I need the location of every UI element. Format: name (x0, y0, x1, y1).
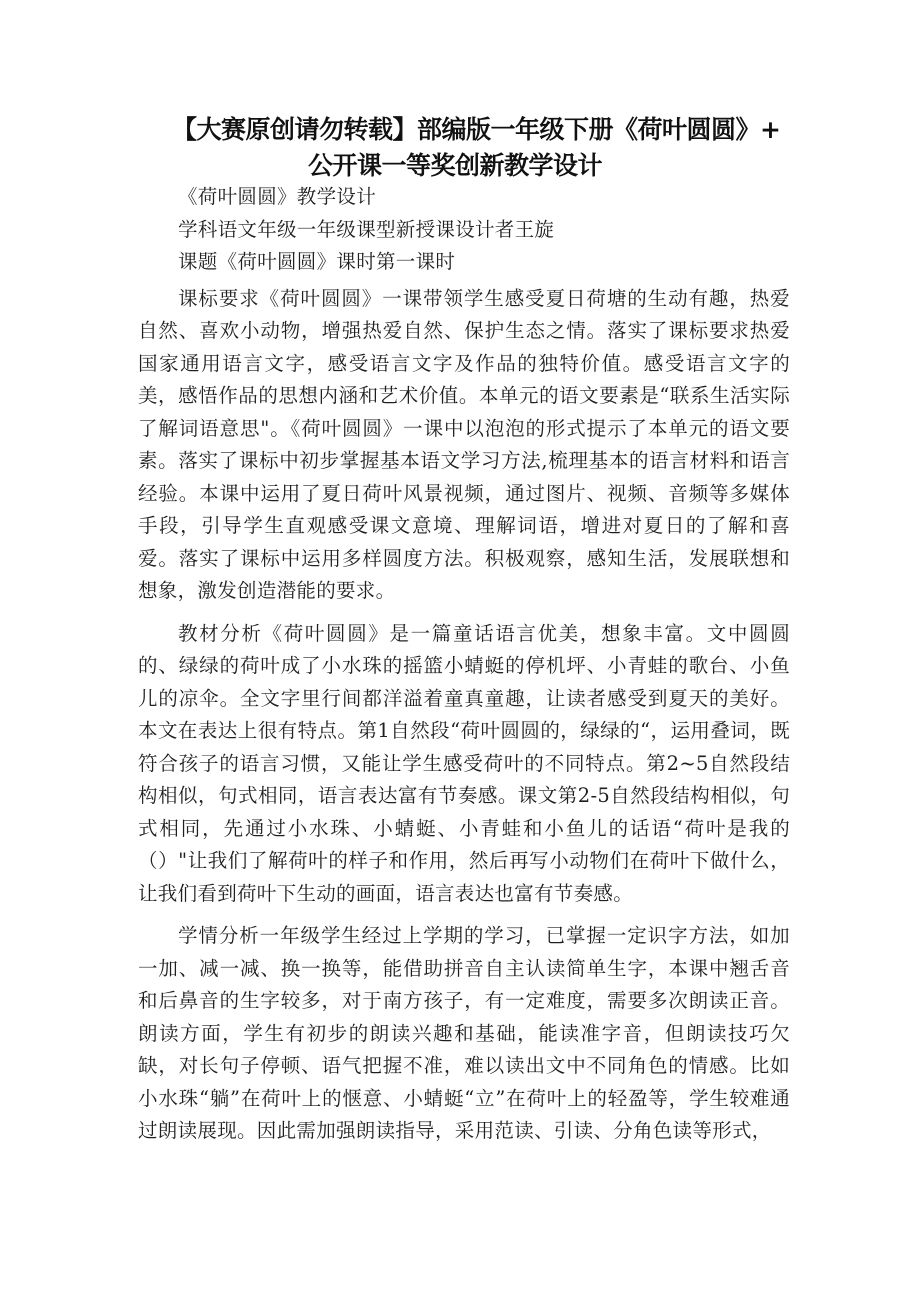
document-title (130, 112, 790, 184)
paragraph-learner-analysis: 学情分析一年级学生经过上学期的学习，已掌握一定识字方法，如加一加、减一减、换一换等，能借助拼音自主认读简单生字，本课中翘舌音和后鼻音的生字较多，对于南方孩子，有一定难度，需要多次朗读正音。朗读方面，学生有初步的朗读兴趣和基础，能读准字音，但朗读技巧欠缺，对长句子停顿、语气把握不准，难以读出文中不同角色的情感。比如小水珠“躺”在荷叶上的惬意、小蜻蜓“立”在荷叶上的轻盈等，学生较难通过朗读展现。因此需加强朗读指导，采用范读、引读、分角色读等形式， (138, 924, 790, 1142)
paragraph-curriculum-requirements: 课标要求《荷叶圆圆》一课带领学生感受夏日荷塘的生动有趣，热爱自然、喜欢小动物，增强热爱自然、保护生态之情。落实了课标要求热爱国家通用语言文字，感受语言文字及作品的独特价值。感受语言文字的美，感悟作品的思想内涵和艺术价值。本单元的语文要素是“联系生活实际了解词语意思"。《荷叶圆圆》一课中以泡泡的形式提示了本单元的语文要素。落实了课标中初步掌握基本语文学习方法,梳理基本的语言材料和语言经验。本课中运用了夏日荷叶风景视频，通过图片、视频、音频等多媒体手段，引导学生直观感受课文意境、理解词语，增进对夏日的了解和喜爱。落实了课标中运用多样圆度方法。积极观察，感知生活，发展联想和想象，激发创造潜能的要求。 (138, 286, 790, 602)
meta-topic-line: 课题《荷叶圆圆》课时第一课时 (178, 250, 456, 273)
meta-subject-line: 学科语文年级一年级课型新授课设计者王旋 (178, 217, 555, 241)
paragraph-textbook-analysis: 教材分析《荷叶圆圆》是一篇童话语言优美，想象丰富。文中圆圆的、绿绿的荷叶成了小水珠的摇篮小蜻蜓的停机坪、小青蛙的歌台、小鱼儿的凉伞。全文字里行间都洋溢着童真童趣，让读者感受到夏天的美好。本文在表达上很有特点。第1自然段“荷叶圆圆的，绿绿的“，运用叠词，既符合孩子的语言习惯，又能让学生感受荷叶的不同特点。第2~5自然段结构相似，句式相同，语言表达富有节奏感。课文第2-5自然段结构相似，句式相同，先通过小水珠、小蜻蜓、小青蛙和小鱼儿的话语“荷叶是我的（）"让我们了解荷叶的样子和作用，然后再写小动物们在荷叶下做什么，让我们看到荷叶下生动的画面，语言表达也富有节奏感。 (138, 621, 790, 905)
design-subtitle: 《荷叶圆圆》教学设计 (178, 185, 377, 208)
document-title-line-1: 【大赛原创请勿转载】部编版一年级下册《荷叶圆圆》+ (172, 115, 781, 144)
document-body (138, 181, 790, 1148)
document-title-line-2: 公开课一等奖创新教学设计 (308, 151, 603, 180)
